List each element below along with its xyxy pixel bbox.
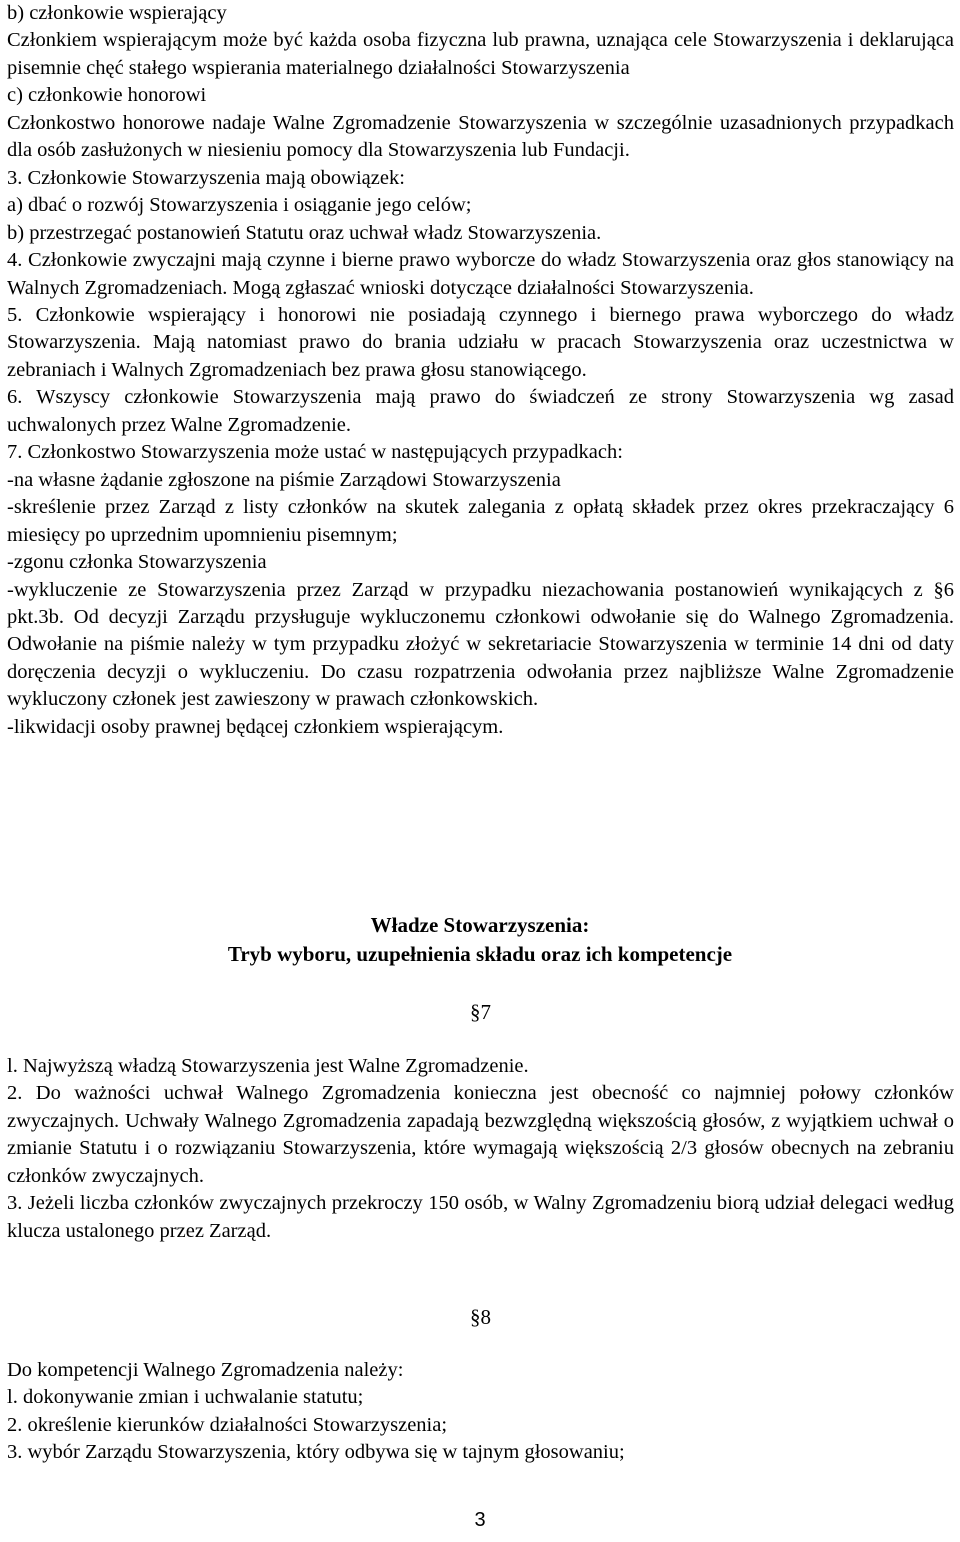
paragraph-point-6: 6. Wszyscy członkowie Stowarzyszenia mają prawo do świadczeń ze strony Stowarzyszenia wg zasad uchwalonych przez Walne Zgromadzenie. (7, 386, 954, 436)
section-heading-line2: Tryb wyboru, uzupełnienia składu oraz ich kompetencje (227, 942, 733, 966)
paragraph-termination-liquidation: -likwidacji osoby prawnej będącej członkiem wspierającym. (7, 715, 504, 738)
paragraph-honorary-members-definition: Członkostwo honorowe nadaje Walne Zgromadzenie Stowarzyszenia w szczególnie uzasadnionych przypadkach dla osób zasłużonych w niesieniu pomocy dla Stowarzyszenia lub Fundacji. (7, 111, 954, 162)
paragraph-point-7: 7. Członkostwo Stowarzyszenia może ustać w następujących przypadkach: (7, 441, 623, 464)
paragraph-obligation-b: b) przestrzegać postanowień Statutu oraz uchwał władz Stowarzyszenia. (7, 221, 602, 244)
paragraph-termination-exclusion: -wykluczenie ze Stowarzyszenia przez Zarząd w przypadku niezachowania postanowień wynikających z §6 pkt.3b. Od decyzji Zarządu przysługuje wykluczonemu członkowi odwołanie się do Walnego Zgromadzenia. Odwołanie na piśmie należy w tym przypadku złożyć w sekretariacie Stowarzyszenia w terminie 14 dni od daty doręczenia decyzji o wykluczeniu. Do czasu rozpatrzenia odwołania przez najbliższe Walne Zgromadzenie wykluczony członek jest zawieszony w prawach członkowskich. (7, 578, 954, 711)
paragraph-8-point-3: 3. wybór Zarządu Stowarzyszenia, który odbywa się w tajnym głosowaniu; (7, 1441, 625, 1464)
paragraph-termination-request: -na własne żądanie zgłoszone na piśmie Zarządowi Stowarzyszenia (7, 468, 561, 491)
paragraph-number-8: §8 (470, 1305, 491, 1329)
paragraph-supporting-members-definition: Członkiem wspierającym może być każda osoba fizyczna lub prawna, uznająca cele Stowarzyszenia i deklarująca pisemnie chęć stałego wspierania materialnego działalności Stowarzyszenia (7, 29, 954, 79)
paragraph-number-7: §7 (470, 1000, 491, 1024)
section-7-content (7, 1053, 954, 1245)
paragraph-supporting-members-heading: b) członkowie wspierający (7, 2, 227, 24)
paragraph-point-5: 5. Członkowie wspierający i honorowi nie posiadają czynnego i biernego prawa wyborczego do władz Stowarzyszenia. Mają natomiast prawo do brania udziału w pracach Stowarzyszenia oraz uczestnictwa w zebraniach i Walnych Zgromadzeniach bez prawa głosu stanowiącego. (7, 303, 954, 381)
paragraph-7-point-3: 3. Jeżeli liczba członków zwyczajnych przekroczy 150 osób, w Walny Zgromadzeniu biorą udział delegaci według klucza ustalonego przez Zarząd. (7, 1192, 954, 1242)
paragraph-obligation-a: a) dbać o rozwój Stowarzyszenia i osiąganie jego celów; (7, 194, 472, 217)
membership-section (7, 0, 954, 741)
section-8-content (7, 1357, 954, 1467)
paragraph-honorary-members-heading: c) członkowie honorowi (7, 84, 207, 107)
paragraph-7-point-2: 2. Do ważności uchwał Walnego Zgromadzenia konieczna jest obecność co najmniej połowy członków zwyczajnych. Uchwały Walnego Zgromadzenia zapadają bezwzględną większością głosów, z wyjątkiem uchwał o zmianie Statutu i o rozwiązaniu Stowarzyszenia, które wymagają większością 2/3 głosów obecnych na zebraniu członków zwyczajnych. (7, 1082, 954, 1187)
section-heading-line1: Władze Stowarzyszenia: (370, 913, 590, 937)
page-number: 3 (474, 1509, 486, 1531)
paragraph-termination-removal: -skreślenie przez Zarząd z listy członków na skutek zalegania z opłatą składek przez okres przekraczający 6 miesięcy po uprzednim upomnieniu pisemnym; (7, 496, 954, 546)
paragraph-7-point-1: l. Najwyższą władzą Stowarzyszenia jest Walne Zgromadzenie. (7, 1055, 529, 1077)
paragraph-obligations-intro: 3. Członkowie Stowarzyszenia mają obowiązek: (7, 166, 405, 189)
paragraph-8-point-1: l. dokonywanie zmian i uchwalanie statutu; (7, 1386, 364, 1409)
paragraph-8-intro: Do kompetencji Walnego Zgromadzenia należy: (7, 1359, 404, 1381)
paragraph-8-point-2: 2. określenie kierunków działalności Stowarzyszenia; (7, 1413, 448, 1436)
paragraph-termination-death: -zgonu członka Stowarzyszenia (7, 551, 267, 574)
paragraph-point-4: 4. Członkowie zwyczajni mają czynne i bierne prawo wyborcze do władz Stowarzyszenia oraz głos stanowiący na Walnych Zgromadzeniach. Mogą zgłaszać wnioski dotyczące działalności Stowarzyszenia. (7, 249, 954, 299)
